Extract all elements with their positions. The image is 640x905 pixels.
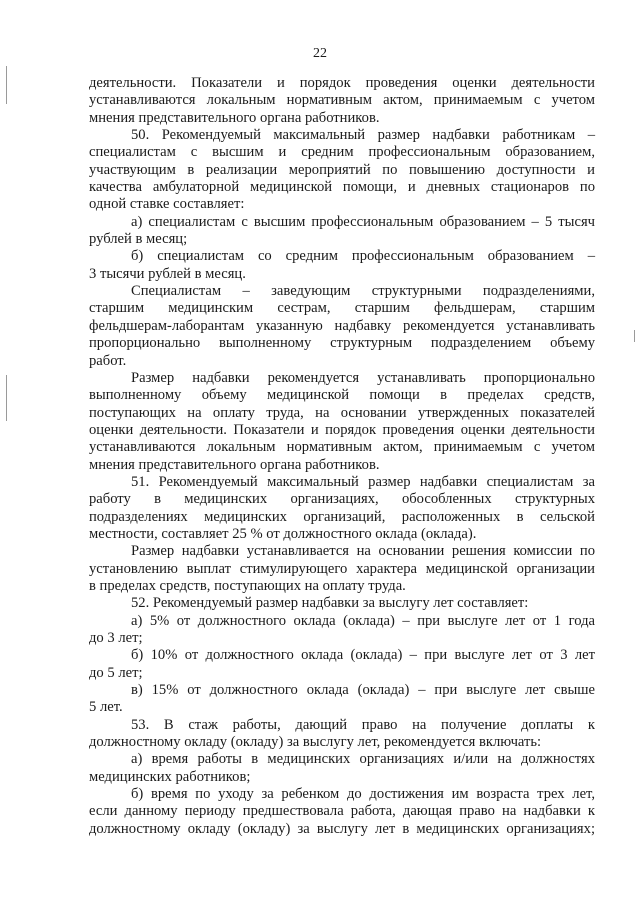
text-line: одной ставке составляет: — [89, 196, 245, 213]
text-line: до 5 лет; — [89, 664, 143, 681]
text-line: б) специалистам со средним профессиональным образованием – — [131, 248, 595, 265]
text-line: установлению выплат стимулирующего характера медицинской организации — [89, 560, 595, 577]
scan-mark-right — [634, 330, 635, 342]
text-line: специалистам с высшим и средним профессиональным образованием, — [89, 144, 595, 161]
text-line: устанавливаются локальным нормативным актом, принимаемым с учетом — [89, 92, 595, 109]
text-line: участвующим в реализации мероприятий по повышению доступности и — [89, 161, 595, 178]
text-line: должностному окладу (окладу) за выслугу лет в медицинских организациях; — [89, 820, 595, 837]
text-line: поступающих на оплату труда, на основании утвержденных показателей — [89, 404, 595, 421]
text-line: работ. — [89, 352, 127, 369]
text-line: устанавливаются локальным нормативным актом, принимаемым с учетом — [89, 439, 595, 456]
text-line: выполненному объему медицинской помощи в пределах средств, — [89, 387, 595, 404]
text-line: работу в медицинских организациях, обособленных структурных — [89, 491, 595, 508]
text-line: качества амбулаторной медицинской помощи, и дневных стационаров по — [89, 179, 595, 196]
text-line: мнения представительного органа работников. — [89, 109, 380, 126]
text-line: 5 лет. — [89, 699, 123, 716]
text-line: если данному периоду предшествовала работа, дающая право на надбавки к — [89, 803, 595, 820]
text-line: фельдшерам-лаборантам указанную надбавку рекомендуется устанавливать — [89, 317, 595, 334]
text-line: старшим медицинским сестрам, старшим фельдшерам, старшим — [89, 300, 595, 317]
text-line: деятельности. Показатели и порядок проведения оценки деятельности — [89, 75, 595, 91]
scan-mark-left-top — [6, 66, 7, 104]
text-line: 52. Рекомендуемый размер надбавки за выслугу лет составляет: — [131, 595, 529, 612]
text-line: оценки деятельности. Показатели и порядок проведения оценки деятельности — [89, 421, 595, 438]
text-line: а) время работы в медицинских организациях и/или на должностях — [131, 751, 595, 768]
text-line: б) время по уходу за ребенком до достижения им возраста трех лет, — [131, 786, 595, 803]
text-line: в) 15% от должностного оклада (оклада) – при выслуге лет свыше — [131, 682, 595, 699]
text-line: мнения представительного органа работников. — [89, 456, 380, 473]
page-number: 22 — [313, 46, 327, 61]
text-line: 50. Рекомендуемый максимальный размер надбавки работникам – — [131, 127, 595, 144]
text-line: медицинских работников; — [89, 768, 251, 785]
text-line: в пределах средств, поступающих на оплату труда. — [89, 577, 406, 594]
text-line: 3 тысячи рублей в месяц. — [89, 265, 246, 282]
text-line: а) 5% от должностного оклада (оклада) – при выслуге лет от 1 года — [131, 612, 595, 629]
text-line: Размер надбавки устанавливается на основании решения комиссии по — [131, 543, 595, 560]
text-line: 53. В стаж работы, дающий право на получение доплаты к — [131, 716, 595, 733]
scan-mark-left-middle — [6, 375, 7, 421]
text-line: б) 10% от должностного оклада (оклада) – при выслуге лет от 3 лет — [131, 647, 595, 664]
text-line: 51. Рекомендуемый максимальный размер надбавки специалистам за — [131, 473, 595, 490]
text-line: Специалистам – заведующим структурными подразделениями, — [131, 283, 595, 300]
text-line: местности, составляет 25 % от должностного оклада (оклада). — [89, 525, 477, 542]
text-line: должностному окладу (окладу) за выслугу лет, рекомендуется включать: — [89, 734, 542, 751]
text-line: пропорционально выполненному структурным подразделением объему — [89, 335, 595, 352]
text-line: до 3 лет; — [89, 630, 143, 646]
text-line: подразделениях медицинских организаций, расположенных в сельской — [89, 508, 595, 525]
text-line: а) специалистам с высшим профессиональным образованием – 5 тысяч — [131, 213, 595, 230]
text-line: рублей в месяц; — [89, 231, 188, 248]
text-line: Размер надбавки рекомендуется устанавливать пропорционально — [131, 369, 595, 386]
document-body — [89, 75, 595, 838]
